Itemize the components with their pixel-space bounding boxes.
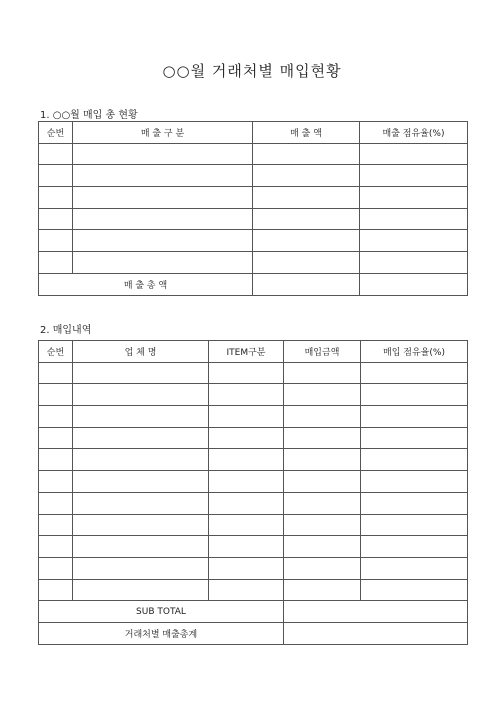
table-cell[interactable] — [39, 557, 73, 579]
table-cell[interactable] — [360, 230, 468, 252]
table-cell[interactable] — [284, 427, 361, 449]
table-cell[interactable] — [361, 384, 468, 406]
section-title-summary: 1. ○○월 매입 총 현황 — [40, 110, 138, 121]
subtotal-label: SUB TOTAL — [39, 601, 284, 623]
table-cell[interactable] — [361, 471, 468, 493]
table-cell[interactable] — [39, 492, 73, 514]
table-cell[interactable] — [73, 579, 209, 601]
table-cell[interactable] — [361, 449, 468, 471]
table-cell[interactable] — [39, 471, 73, 493]
table-cell[interactable] — [253, 187, 360, 209]
column-header-no: 순번 — [39, 341, 73, 363]
table-cell[interactable] — [253, 143, 360, 165]
table-row — [39, 384, 468, 406]
table-cell[interactable] — [73, 143, 253, 165]
table-cell[interactable] — [284, 471, 361, 493]
table-cell[interactable] — [73, 492, 209, 514]
table-cell[interactable] — [209, 492, 284, 514]
column-header-company-name: 업 체 명 — [73, 341, 209, 363]
table-cell[interactable] — [39, 406, 73, 428]
table-row — [39, 362, 468, 384]
table-cell[interactable] — [39, 165, 73, 187]
table-row — [39, 143, 468, 165]
table-cell[interactable] — [253, 208, 360, 230]
table-cell[interactable] — [253, 273, 360, 295]
table-cell[interactable] — [361, 557, 468, 579]
subtotal-row — [39, 601, 468, 623]
table-row — [39, 187, 468, 209]
table-row — [39, 208, 468, 230]
table-cell[interactable] — [360, 273, 468, 295]
table-cell[interactable] — [361, 579, 468, 601]
table-body — [39, 362, 468, 601]
page-title: ○○월 거래처별 매입현황 — [162, 62, 342, 80]
column-header-purchase-amount: 매입금액 — [284, 341, 361, 363]
table-cell[interactable] — [73, 406, 209, 428]
table-cell[interactable] — [209, 362, 284, 384]
table-row — [39, 252, 468, 274]
table-row — [39, 492, 468, 514]
table-cell[interactable] — [253, 165, 360, 187]
table-cell[interactable] — [284, 514, 361, 536]
table-cell[interactable] — [39, 252, 73, 274]
table-cell[interactable] — [284, 362, 361, 384]
table-cell[interactable] — [360, 165, 468, 187]
table-cell[interactable] — [73, 384, 209, 406]
table-cell[interactable] — [284, 406, 361, 428]
table-body — [39, 143, 468, 273]
table-cell[interactable] — [39, 536, 73, 558]
table-row — [39, 557, 468, 579]
total-row — [39, 273, 468, 295]
table-cell[interactable] — [360, 252, 468, 274]
table-row — [39, 471, 468, 493]
table-header-row — [39, 341, 468, 363]
column-header-sales-amount: 매 출 액 — [253, 122, 360, 144]
table-cell[interactable] — [39, 427, 73, 449]
table-cell[interactable] — [361, 406, 468, 428]
table-cell[interactable] — [361, 427, 468, 449]
table-cell[interactable] — [73, 187, 253, 209]
column-header-sales-category: 매 출 구 분 — [73, 122, 253, 144]
table-cell[interactable] — [361, 536, 468, 558]
column-header-no: 순번 — [39, 122, 73, 144]
table-cell[interactable] — [73, 230, 253, 252]
table-cell[interactable] — [284, 449, 361, 471]
table-row — [39, 427, 468, 449]
table-cell[interactable] — [73, 165, 253, 187]
total-label: 거래처별 매출총계 — [39, 622, 284, 644]
total-label: 매 출 총 액 — [39, 273, 253, 295]
table-cell[interactable] — [39, 514, 73, 536]
table-cell[interactable] — [73, 536, 209, 558]
table-cell[interactable] — [39, 579, 73, 601]
table-cell[interactable] — [39, 449, 73, 471]
table-row — [39, 579, 468, 601]
table-cell[interactable] — [209, 579, 284, 601]
table-cell[interactable] — [284, 601, 468, 623]
table-cell[interactable] — [39, 187, 73, 209]
table-cell[interactable] — [253, 230, 360, 252]
table-cell[interactable] — [284, 579, 361, 601]
table-cell[interactable] — [39, 230, 73, 252]
table-cell[interactable] — [73, 252, 253, 274]
table-cell[interactable] — [209, 384, 284, 406]
table-cell[interactable] — [73, 362, 209, 384]
table-cell[interactable] — [284, 492, 361, 514]
table-header-row — [39, 122, 468, 144]
table-cell[interactable] — [361, 362, 468, 384]
table-cell[interactable] — [361, 492, 468, 514]
table-cell[interactable] — [73, 471, 209, 493]
table-cell[interactable] — [73, 557, 209, 579]
purchase-details-table — [38, 340, 468, 645]
table-cell[interactable] — [360, 143, 468, 165]
table-cell[interactable] — [361, 514, 468, 536]
table-cell[interactable] — [39, 143, 73, 165]
table-cell[interactable] — [39, 362, 73, 384]
section-title-details: 2. 매입내역 — [40, 325, 92, 336]
table-cell[interactable] — [209, 427, 284, 449]
table-cell[interactable] — [209, 406, 284, 428]
table-cell[interactable] — [73, 208, 253, 230]
table-cell[interactable] — [284, 622, 468, 644]
column-header-purchase-share: 매입 점유율(%) — [361, 341, 468, 363]
table-row — [39, 514, 468, 536]
table-cell[interactable] — [73, 427, 209, 449]
table-cell[interactable] — [284, 557, 361, 579]
table-cell[interactable] — [253, 252, 360, 274]
table-row — [39, 536, 468, 558]
table-cell[interactable] — [209, 449, 284, 471]
table-cell[interactable] — [209, 557, 284, 579]
table-row — [39, 406, 468, 428]
table-cell[interactable] — [209, 471, 284, 493]
table-cell[interactable] — [39, 384, 73, 406]
column-header-sales-share: 매출 점유율(%) — [360, 122, 468, 144]
table-row — [39, 449, 468, 471]
table-cell[interactable] — [360, 187, 468, 209]
table-cell[interactable] — [73, 514, 209, 536]
table-row — [39, 230, 468, 252]
table-cell[interactable] — [284, 384, 361, 406]
table-cell[interactable] — [284, 536, 361, 558]
purchase-summary-table — [38, 121, 468, 296]
table-cell[interactable] — [209, 536, 284, 558]
table-cell[interactable] — [73, 449, 209, 471]
table-row — [39, 165, 468, 187]
table-cell[interactable] — [39, 208, 73, 230]
table-cell[interactable] — [360, 208, 468, 230]
table-cell[interactable] — [209, 514, 284, 536]
column-header-item-category: ITEM구분 — [209, 341, 284, 363]
total-row — [39, 622, 468, 644]
